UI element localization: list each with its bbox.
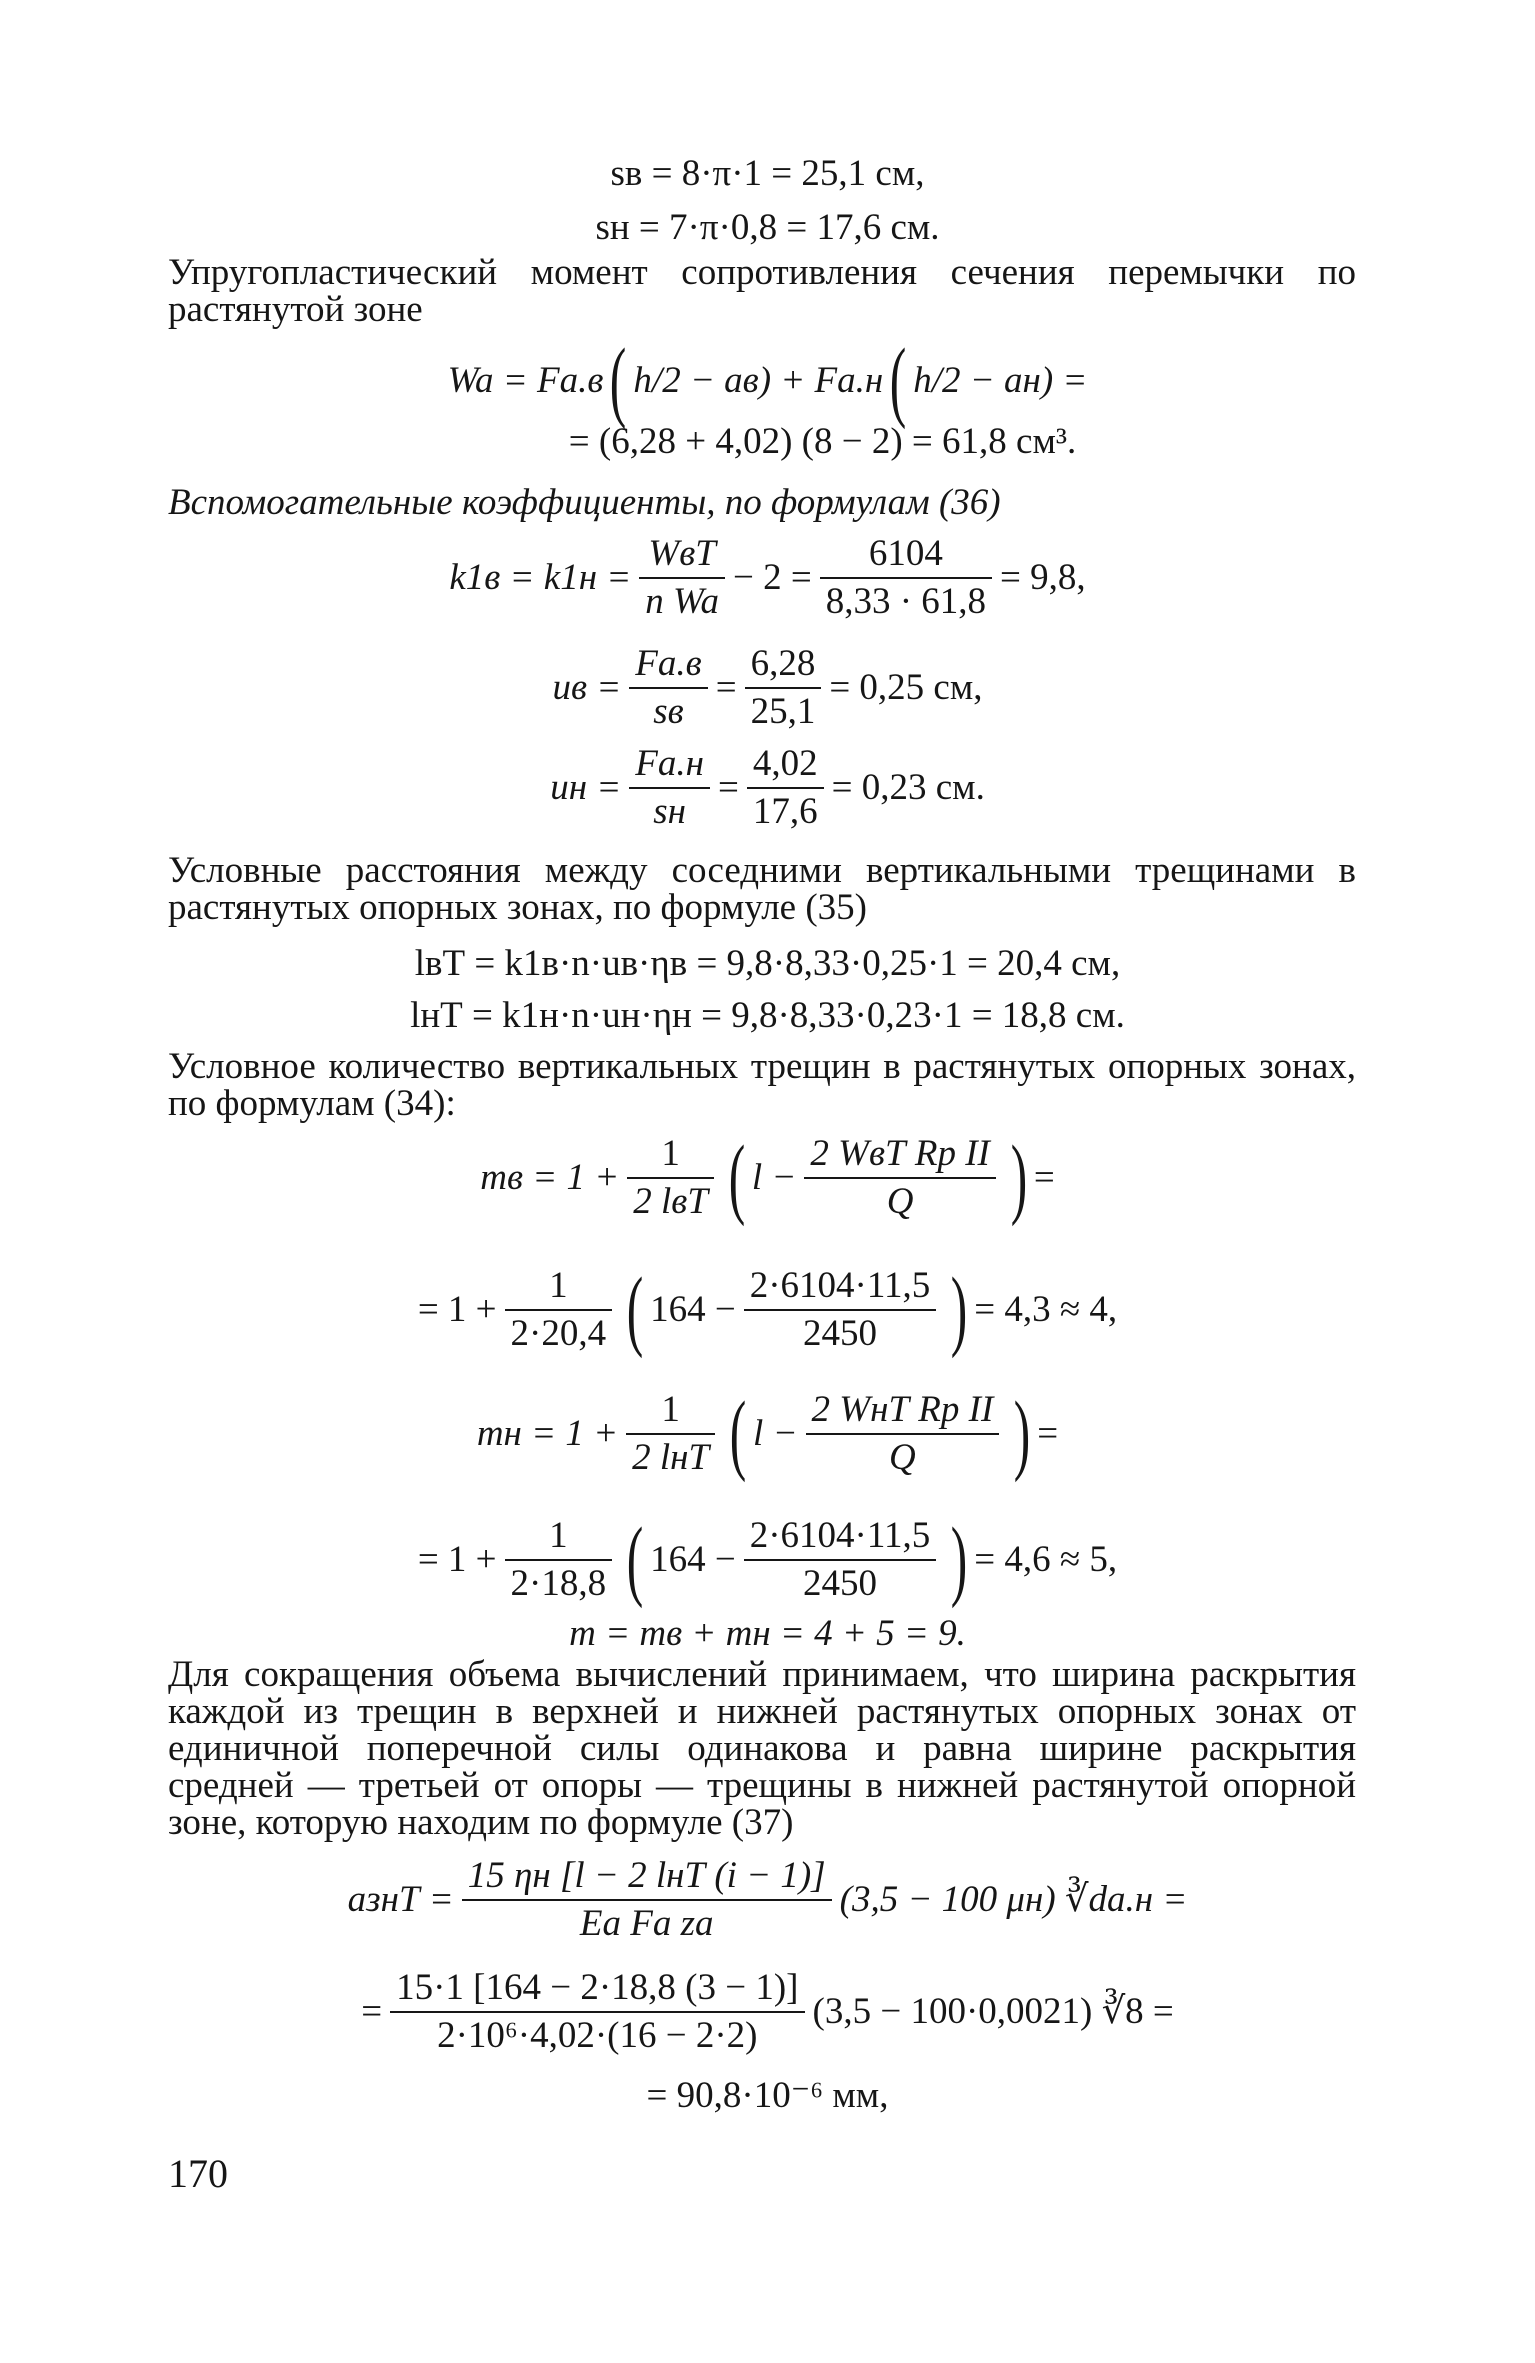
formula-mn: mн = 1 + 1 2 lнТ ( l − 2 WнТ Rр II Q ) =: [476, 1384, 1059, 1483]
mv-l: l −: [751, 1157, 797, 1198]
formula-mv-value: = 1 + $\frac{1}{2\cdot 20,4}$ ( 164 − $\frac{2\cdot 6104\cdot 11,5}{2450}$ ) = 4,3 ≈ 4,: [417, 1260, 1118, 1359]
paragraph-moment: Упругопластический момент сопротивления сечения перемычки по растянутой зоне: [168, 252, 1356, 330]
mv-num2: 2 WвТ Rр II: [804, 1131, 995, 1179]
a2-num: 15·1 [164 − 2·18,8 (3 − 1)]: [390, 1965, 804, 2013]
uv-end: = 0,25 см,: [829, 667, 983, 708]
k-mid: − 2 =: [732, 557, 812, 598]
formula-a-subst: [0, 1962, 1535, 2062]
mv-den1: 2 lвТ: [633, 1181, 708, 1222]
mv2-den2: 2450: [803, 1313, 877, 1354]
a-lhs: aзнТ =: [347, 1879, 454, 1920]
formula-s-v: sв = 8·π·1 = 25,1 см,: [610, 153, 925, 194]
mv2-end: = 4,3 ≈ 4,: [974, 1289, 1118, 1330]
un-end: = 0,23 см.: [831, 767, 985, 808]
mv2-l: 164 −: [650, 1289, 736, 1330]
wa-lhs: Wa = Fа.в: [447, 360, 604, 401]
mn-num1: 1: [626, 1387, 715, 1435]
formula-k: [0, 526, 1535, 630]
mn-den2: Q: [889, 1437, 916, 1478]
wa-mid: h/2 − aв) + Fа.н: [633, 360, 884, 401]
un-lhs: uн =: [550, 767, 622, 808]
uv-num1: Fа.в: [629, 641, 707, 689]
a-end: (3,5 − 100 μн) ∛dа.н =: [839, 1879, 1188, 1920]
mn2-l: 164 −: [650, 1539, 736, 1580]
k-lhs: k1в = k1н =: [449, 557, 632, 598]
k-end: = 9,8,: [1000, 557, 1086, 598]
mv2-lhs: = 1 +: [417, 1289, 497, 1330]
formula-uv: uв = Fа.в sв = $\frac{6,28}{25,1}$ = 0,25 см,: [0, 640, 1535, 736]
formula-a: [0, 1848, 1535, 1952]
paragraph-count: Условное количество вертикальных трещин в растянутых опорных зонах, по формулам (34):: [168, 1046, 1356, 1124]
a-num: 15 ηн [l − 2 lнТ (i − 1)]: [462, 1853, 832, 1901]
k-den1: n Wa: [645, 581, 719, 622]
uv-den2: 25,1: [750, 691, 816, 732]
mn2-den2: 2450: [803, 1563, 877, 1604]
k-num1: WвТ: [639, 531, 725, 579]
formula-un: uн = Fа.н sн = $\frac{4,02}{17,6}$ = 0,23 см.: [0, 740, 1535, 836]
k-den2: 8,33 · 61,8: [825, 581, 987, 622]
un-num2: 4,02: [747, 741, 824, 789]
formula-s-n: sн = 7·π·0,8 = 17,6 см.: [595, 207, 940, 248]
mn2-end: = 4,6 ≈ 5,: [974, 1539, 1118, 1580]
formula-mv: mв = 1 + 1 2 lвТ ( l − 2 WвТ Rр II Q ) =: [480, 1128, 1055, 1227]
paragraph-distances: Условные расстояния между соседними вертикальными трещинами в растянутых опорных зонах, по формуле (35): [168, 850, 1356, 928]
mn-num2: 2 WнТ Rр II: [806, 1387, 1000, 1435]
page-number: 170: [168, 2151, 228, 2196]
a2-end: (3,5 − 100·0,0021) ∛8 =: [812, 1991, 1174, 2032]
mn2-num1: 1: [505, 1513, 613, 1561]
mv2-num1: 1: [505, 1263, 613, 1311]
mn-den1: 2 lнТ: [632, 1437, 710, 1478]
mv2-den1: 2·20,4: [510, 1313, 607, 1354]
wa-end: h/2 − aн) =: [913, 360, 1088, 401]
mv-den2: Q: [886, 1181, 914, 1222]
formula-m-sum: m = mв + mн = 4 + 5 = 9.: [569, 1613, 966, 1654]
formula-lv: lвТ = k1в·n·uв·ηв = 9,8·8,33·0,25·1 = 20,4 см,: [414, 943, 1121, 984]
paragraph-coefficients: Вспомогательные коэффициенты, по формулам (36): [168, 482, 1001, 523]
a2-lhs: =: [361, 1991, 383, 2032]
mv-end: =: [1033, 1157, 1055, 1198]
mn2-lhs: = 1 +: [417, 1539, 497, 1580]
mv2-num2: 2·6104·11,5: [744, 1263, 937, 1311]
mn2-den1: 2·18,8: [510, 1563, 607, 1604]
formula-a-value: = 90,8·10⁻⁶ мм,: [646, 2075, 889, 2116]
formula-ln: lнТ = k1н·n·uн·ηн = 9,8·8,33·0,23·1 = 18,8 см.: [410, 995, 1125, 1036]
formula-wa-value: = (6,28 + 4,02) (8 − 2) = 61,8 см³.: [568, 421, 1077, 462]
un-den1: sн: [653, 791, 686, 832]
mn-lhs: mн = 1 +: [476, 1413, 619, 1454]
uv-den1: sв: [653, 691, 684, 732]
k-num2: 6104: [820, 531, 992, 579]
a-den: Ea Fa za: [579, 1903, 714, 1944]
mn2-num2: 2·6104·11,5: [744, 1513, 937, 1561]
mv-lhs: mв = 1 +: [480, 1157, 620, 1198]
formula-wa: Wa = Fа.в ( h/2 − aв) + Fа.н ( h/2 − aн) =: [447, 331, 1088, 430]
un-den2: 17,6: [752, 791, 818, 832]
uv-num2: 6,28: [745, 641, 822, 689]
mn-end: =: [1037, 1413, 1059, 1454]
mv-num1: 1: [627, 1131, 714, 1179]
uv-lhs: uв =: [552, 667, 622, 708]
a2-den: 2·10⁶·4,02·(16 − 2·2): [437, 2015, 758, 2056]
un-num1: Fа.н: [629, 741, 710, 789]
mn-l: l −: [753, 1413, 798, 1454]
formula-mn-value: = 1 + $\frac{1}{2\cdot 18,8}$ ( 164 − $\frac{2\cdot 6104\cdot 11,5}{2450}$ ) = 4,6 ≈ 5,: [417, 1510, 1118, 1609]
paragraph-crack-width: Для сокращения объема вычислений принимаем, что ширина раскрытия каждой из трещин в верхней и нижней растянутых опорных зонах от единичной поперечной силы одинакова и равна ширине раскрытия средней — третьей от опоры — трещины в нижней растянутой опорной зоне, которую находим по формуле (37): [168, 1654, 1356, 1843]
